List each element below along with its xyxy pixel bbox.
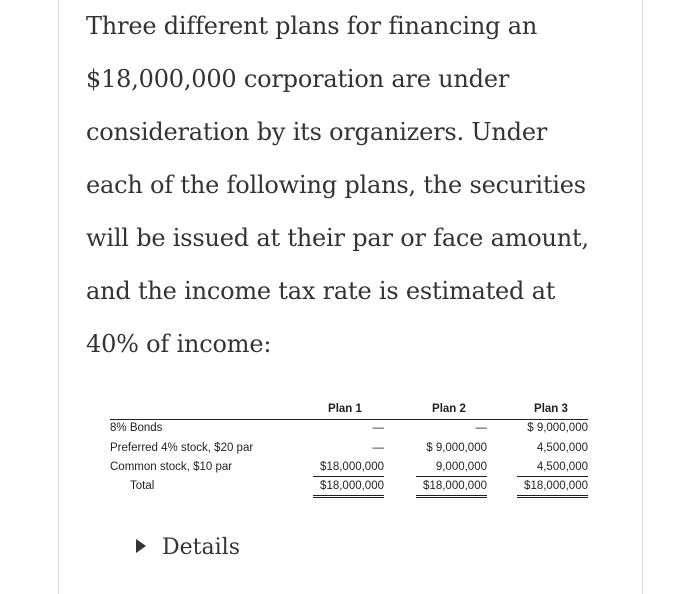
row-label-total: Total (130, 480, 155, 492)
question-line: each of the following plans, the securities (86, 171, 586, 199)
cell-common-plan-1: $18,000,000 (320, 461, 384, 473)
question-line: consideration by its organizers. Under (86, 118, 548, 146)
cell-common-plan-3: 4,500,000 (536, 461, 588, 473)
cell-bonds-plan-1: — (372, 422, 384, 434)
cell-common-plan-2: 9,000,000 (435, 461, 487, 473)
row-label-common-stock: Common stock, $10 par (110, 461, 233, 473)
cell-bonds-plan-3: $ 9,000,000 (527, 422, 588, 434)
total-double-underline-plan-1 (313, 497, 384, 498)
cell-bonds-plan-2: — (475, 422, 487, 434)
row-label-preferred-stock: Preferred 4% stock, $20 par (110, 442, 254, 454)
content-left-border (58, 0, 59, 594)
cell-total-plan-3: $18,000,000 (524, 480, 588, 492)
total-double-underline-plan-2 (416, 497, 487, 498)
total-underline-plan-2 (416, 495, 487, 496)
total-double-underline-plan-3 (517, 497, 588, 498)
content-right-border (642, 0, 643, 594)
question-line: 40% of income: (86, 330, 272, 358)
header-rule (110, 419, 588, 420)
question-line: will be issued at their par or face amount, (86, 224, 589, 252)
total-underline-plan-1 (313, 495, 384, 496)
question-line: Three different plans for financing an (86, 12, 538, 40)
sum-rule-plan-2 (416, 476, 487, 477)
cell-preferred-plan-2: $ 9,000,000 (426, 442, 487, 454)
question-text (86, 0, 626, 371)
column-header-plan-1: Plan 1 (328, 403, 362, 415)
row-label-bonds: 8% Bonds (110, 422, 163, 434)
question-line: and the income tax rate is estimated at (86, 277, 556, 305)
total-underline-plan-3 (517, 495, 588, 496)
question-line: $18,000,000 corporation are under (86, 65, 510, 93)
details-toggle[interactable] (136, 535, 240, 560)
disclosure-triangle-icon (136, 539, 146, 553)
cell-preferred-plan-1: — (372, 442, 384, 454)
column-header-plan-2: Plan 2 (432, 403, 466, 415)
cell-total-plan-1: $18,000,000 (320, 480, 384, 492)
cell-preferred-plan-3: 4,500,000 (536, 442, 588, 454)
details-label: Details (162, 535, 240, 560)
sum-rule-plan-1 (313, 476, 384, 477)
column-header-plan-3: Plan 3 (534, 403, 568, 415)
cell-total-plan-2: $18,000,000 (423, 480, 487, 492)
sum-rule-plan-3 (517, 476, 588, 477)
